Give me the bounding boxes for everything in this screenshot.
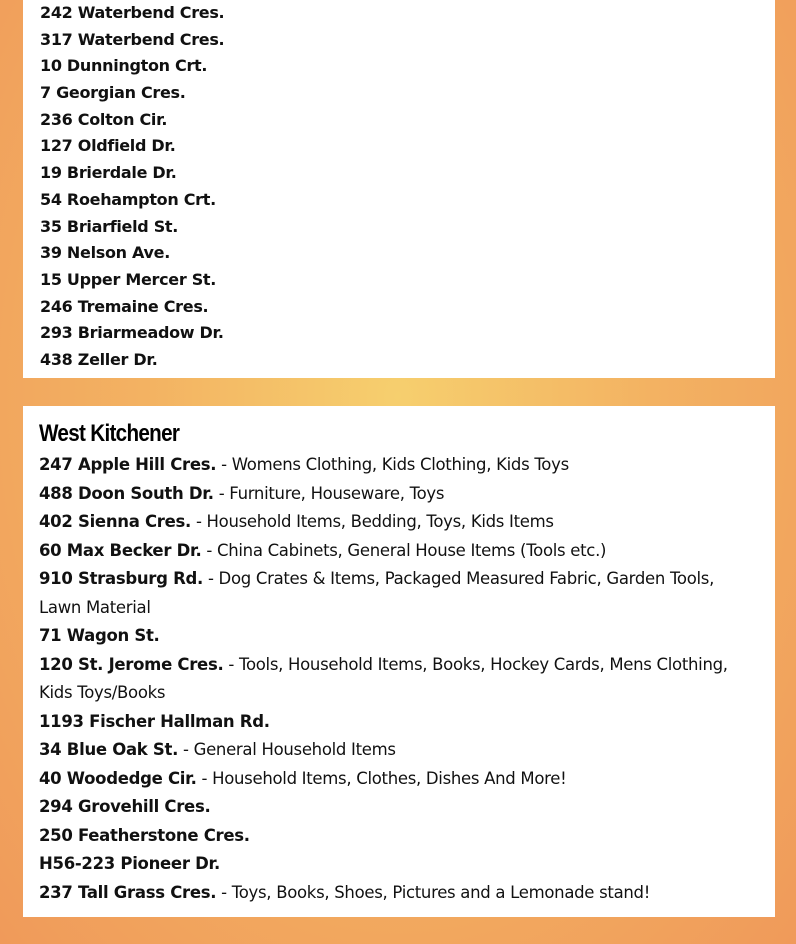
street-address: 60 Max Becker Dr. <box>39 540 202 560</box>
street-address: 488 Doon South Dr. <box>39 483 214 503</box>
address-card-west-kitchener <box>23 406 775 917</box>
address-list <box>40 0 775 374</box>
list-item: 35 Briarfield St. <box>40 216 179 236</box>
street-address: 402 Sienna Cres. <box>39 512 192 531</box>
list-item <box>39 622 744 651</box>
list-item <box>39 451 744 480</box>
sale-items: - Womens Clothing, Kids Clothing, Kids Toys <box>216 455 569 474</box>
list-item <box>39 537 744 566</box>
list-item: 127 Oldfield Dr. <box>40 136 176 156</box>
sale-items: - General Household Items <box>178 740 396 759</box>
list-item: 54 Roehampton Crt. <box>40 189 216 209</box>
street-address: 247 Apple Hill Cres. <box>39 455 217 474</box>
list-item <box>39 565 744 622</box>
sale-items: - Household Items, Bedding, Toys, Kids Items <box>191 512 554 531</box>
list-item <box>39 879 744 908</box>
street-address: 40 Woodedge Cir. <box>39 768 197 788</box>
sale-items: - Toys, Books, Shoes, Pictures and a Lemonade stand! <box>216 882 651 902</box>
sale-items: - Dog Crates & Items, Packaged Measured Fabric, Garden Tools, Lawn Material <box>39 569 715 617</box>
street-address: 34 Blue Oak St. <box>39 740 179 759</box>
list-item: 39 Nelson Ave. <box>40 243 171 263</box>
list-item <box>39 736 744 765</box>
yard-sale-list <box>39 451 744 907</box>
street-address: 120 St. Jerome Cres. <box>39 654 224 674</box>
list-item <box>39 508 744 537</box>
sale-items: - China Cabinets, General House Items (Tools etc.) <box>201 540 607 560</box>
address-card-top <box>23 0 775 378</box>
list-item <box>39 480 744 509</box>
list-item: 15 Upper Mercer St. <box>40 269 217 289</box>
street-address: 71 Wagon St. <box>39 626 160 645</box>
street-address: 1193 Fischer Hallman Rd. <box>39 711 270 731</box>
list-item: 236 Colton Cir. <box>40 109 168 129</box>
street-address: 910 Strasburg Rd. <box>39 569 203 588</box>
sale-items: - Household Items, Clothes, Dishes And More! <box>196 768 567 788</box>
list-item: 7 Georgian Cres. <box>40 83 186 103</box>
list-item: 19 Brierdale Dr. <box>40 163 177 183</box>
sale-items: - Furniture, Houseware, Toys <box>213 483 445 503</box>
list-item: 317 Waterbend Cres. <box>40 29 225 49</box>
street-address: 294 Grovehill Cres. <box>39 797 211 816</box>
list-item: 438 Zeller Dr. <box>40 349 158 369</box>
list-item <box>39 793 744 822</box>
section-title: West Kitchener <box>39 420 180 447</box>
street-address: 250 Featherstone Cres. <box>39 825 250 845</box>
list-item <box>39 822 744 851</box>
list-item <box>39 651 744 708</box>
list-item <box>39 765 744 794</box>
street-address: H56-223 Pioneer Dr. <box>39 854 220 873</box>
list-item <box>39 708 744 737</box>
list-item <box>39 850 744 879</box>
sale-items: - Tools, Household Items, Books, Hockey Cards, Mens Clothing, Kids Toys/Books <box>39 654 728 702</box>
list-item: 242 Waterbend Cres. <box>40 3 225 22</box>
list-item: 293 Briarmeadow Dr. <box>40 323 224 343</box>
list-item: 10 Dunnington Crt. <box>40 56 208 76</box>
street-address: 237 Tall Grass Cres. <box>39 882 217 902</box>
list-item: 246 Tremaine Cres. <box>40 296 209 316</box>
